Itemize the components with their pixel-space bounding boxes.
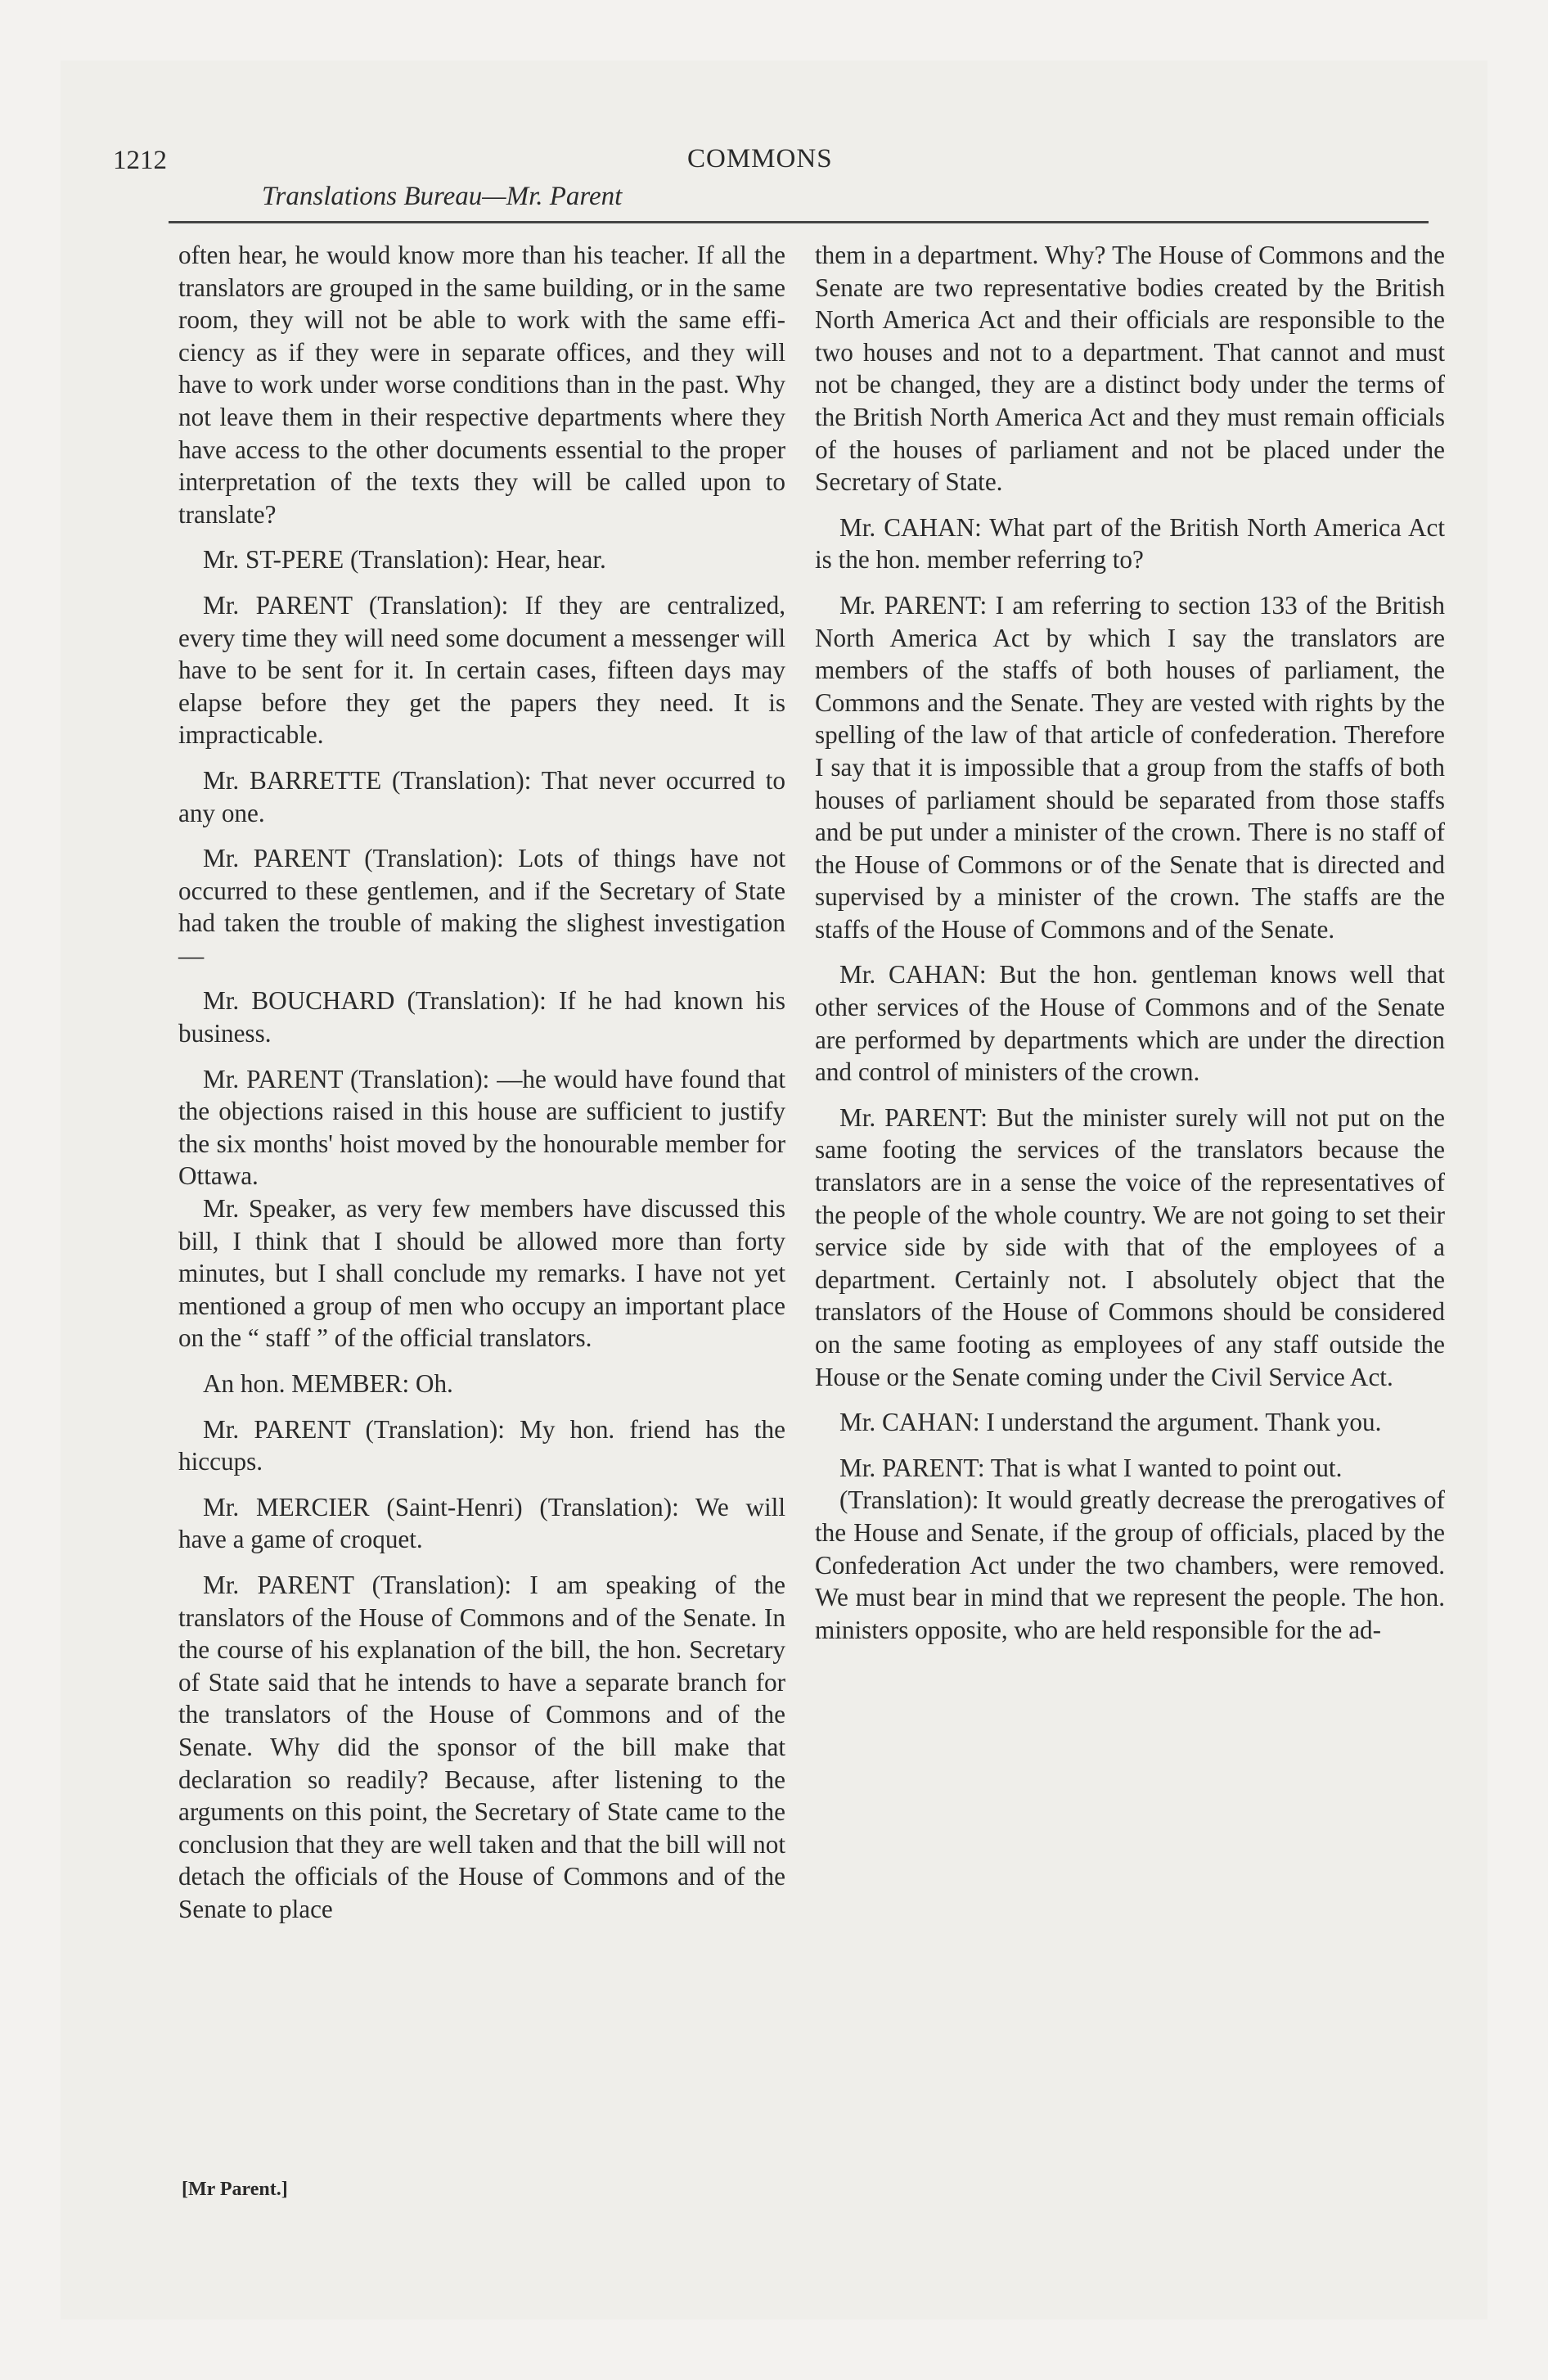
paragraph: [815, 1102, 1445, 1393]
speaker: Mr. PARENT: [203, 590, 353, 620]
speaker: Mr. PARENT: [203, 844, 350, 873]
paragraph-text: : That is what I wanted to point out.: [977, 1453, 1343, 1482]
paragraph: [815, 589, 1445, 946]
paragraph-text: (Translation): It would greatly decrease the prerogatives of the House and Senate, if the group of officials, placed by the Confederation Act under the two chambers, were removed. We must bear in mind that we represent the people. The hon. ministers opposite, who are held responsible for the ad-: [815, 1485, 1445, 1644]
speaker: Mr. CAHAN: [839, 960, 979, 989]
speaker: Mr. PARENT: [839, 1453, 978, 1482]
speaker: Mr. PARENT: [203, 1414, 351, 1444]
header-rule: [169, 221, 1429, 223]
paragraph: [178, 239, 785, 530]
paragraph: [815, 958, 1445, 1088]
paragraph-text: them in a department. Why? The House of Commons and the Senate are two representative bodies created by the British North America Act and their officials are responsible to the two houses and not to a department. That cannot and must not be changed, they are a distinct body under the terms of the British North America Act and they must remain officials of the houses of parliament and not be placed under the Secretary of State.: [815, 241, 1445, 497]
paragraph: [178, 1192, 785, 1355]
speaker: Mr. PARENT: [839, 590, 980, 620]
running-head: COMMONS: [687, 144, 833, 174]
paragraph-text: (Translation): That never occurred to any one.: [178, 765, 786, 827]
speaker: Mr. MERCIER: [203, 1492, 370, 1521]
right-column: [815, 239, 1445, 1659]
running-subtitle: Translations Bureau—Mr. Parent: [262, 182, 623, 211]
paragraph: [178, 1413, 785, 1478]
speaker: An hon. MEMBER: [203, 1369, 403, 1398]
paragraph-text: (Translation): Hear, hear.: [344, 545, 606, 575]
paragraph-text: (Translation): My hon. friend has the hiccups.: [178, 1414, 785, 1476]
paragraph: [178, 1569, 785, 1926]
speaker: Mr. PARENT: [839, 1102, 981, 1132]
paragraph: [815, 1452, 1445, 1485]
paragraph-text: : I am referring to section 133 of the British North America Act by which I say the translators are members of the staffs of both houses of parliament, the Commons and the Senate. They are vested with rights by the spelling of the law of that article of confederation. Therefore I say that it is impossible that a group from the staffs of both houses of parliament should be separated from those staffs and be put under a minister of the crown. There is no staff of the House of Commons or of the Senate that is directed and supervised by a minister of the crown. The staffs are the staffs of the House of Commons and of the Senate.: [815, 590, 1445, 944]
paragraph: [815, 239, 1445, 498]
paragraph: [815, 1406, 1445, 1439]
paragraph-text: (Translation): I am speaking of the translators of the House of Commons and of the Senate. In the course of his explanation of the bill, the hon. Secretary of State said that he intends to have a separate branch for the translators of the House of Commons and of the Senate. Why did the sponsor of the bill make that declaration so readily? Because, after listening to the arguments on this point, the Secretary of State came to the conclusion that they are well taken and that the bill will not detach the officials of the House of Commons and of the Senate to place: [178, 1570, 785, 1923]
paragraph: [815, 1484, 1445, 1646]
paragraph-text: often hear, he would know more than his teacher. If all the translators are grouped in the same building, or in the same room, they will not be able to work with the same efficiency as if they were in separate offices, and they will have to work under worse conditions than in the past. Why not leave them in their respective departments where they have access to the other documents essential to the proper interpretation of the texts they will be called upon to translate?: [178, 241, 785, 529]
paragraph-text: (Saint-Henri) (Translation): We will have a game of croquet.: [178, 1492, 785, 1554]
paragraph: [178, 1063, 785, 1192]
speaker-footer: [Mr Parent.]: [182, 2179, 288, 2200]
page-number: 1212: [113, 146, 167, 175]
paragraph-text: : Oh.: [402, 1369, 453, 1398]
paragraph-text: Mr. Speaker, as very few members have discussed this bill, I think that I should be allowed more than forty minutes, but I shall conclude my remarks. I have not yet mentioned a group of men who occupy an important place on the “ staff ” of the official translators.: [178, 1194, 785, 1353]
paragraph-text: : But the hon. gentleman knows well that other services of the House of Commons and of the Senate are performed by departments which are under the direction and control of ministers of the crown.: [815, 960, 1445, 1087]
paragraph-text: : I understand the argument. Thank you.: [972, 1408, 1382, 1437]
paragraph-text: (Translation): Lots of things have not occurred to these gentlemen, and if the Secretary of State had taken the trouble of making the slighest investigation—: [178, 844, 785, 970]
speaker: Mr. CAHAN: [839, 1408, 973, 1437]
paragraph: [815, 512, 1445, 576]
paragraph: [178, 589, 785, 751]
paragraph: [178, 543, 785, 576]
paragraph-text: (Translation): If they are centralized, every time they will need some document a messenger will have to be sent for it. In certain cases, fifteen days may elapse before they get the papers they need. It is impracticable.: [178, 590, 785, 750]
paragraph: [178, 842, 785, 971]
speaker: Mr. PARENT: [203, 1064, 343, 1093]
paragraph-text: : But the minister surely will not put on the same footing the services of the translators because the translators are in a sense the voice of the representatives of the people of the whole country. We are not going to set their service side by side with that of the employees of a department. Certainly not. I absolutely object that the translators of the House of Commons should be considered on the same footing as employees of any staff outside the House or the Senate coming under the Civil Service Act.: [815, 1102, 1445, 1391]
speaker: Mr. BARRETTE: [203, 765, 382, 795]
paragraph: [178, 985, 785, 1049]
paragraph: [178, 764, 785, 829]
left-column: [178, 239, 785, 1939]
speaker: Mr. PARENT: [203, 1570, 354, 1599]
paragraph: [178, 1368, 785, 1400]
speaker: Mr. CAHAN: [839, 512, 975, 542]
paragraph-text: (Translation): —he would have found that the objections raised in this house are sufficient to justify the six months' hoist moved by the honourable member for Ottawa.: [178, 1064, 785, 1191]
paragraph-text: : What part of the British North America Act is the hon. member referring to?: [815, 512, 1445, 575]
speaker: Mr. BOUCHARD: [203, 986, 395, 1016]
paragraph-text: (Translation): If he had known his business.: [178, 986, 785, 1048]
speaker: Mr. ST-PERE: [203, 545, 344, 575]
paragraph: [178, 1491, 785, 1556]
